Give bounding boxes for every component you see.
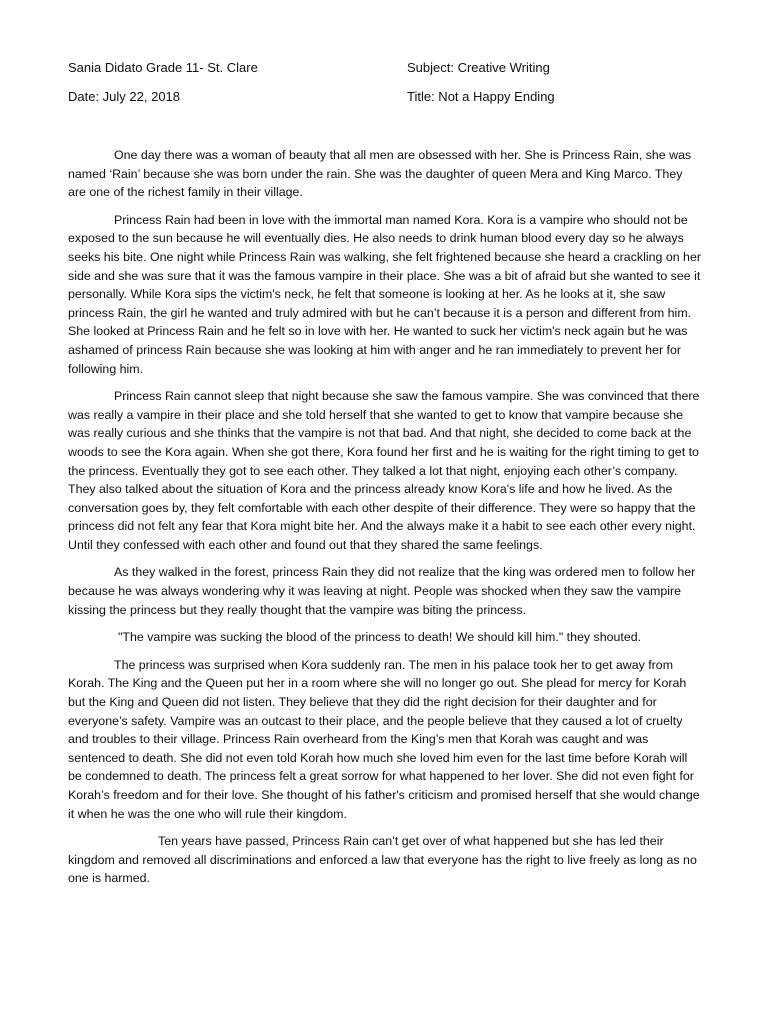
- subject-line: Subject: Creative Writing: [407, 60, 550, 75]
- story-body: [68, 146, 702, 897]
- title-line: Title: Not a Happy Ending: [407, 89, 555, 104]
- paragraph-7: Ten years have passed, Princess Rain can’t get over of what happened but she has led their kingdom and removed all discriminations and enforced a law that everyone has the right to live freely as long as no one is harmed.: [68, 834, 697, 886]
- paragraph-3: Princess Rain cannot sleep that night because she saw the famous vampire. She was convinced that there was really a vampire in their place and she told herself that she wanted to get to know that vampire because she was really curious and she thinks that the vampire is not that bad. And that night, she decided to come back at the woods to see the Kora again. When she got there, Kora found her first and he is waiting for the right timing to get to the princess. Eventually they got to see each other. They talked a lot that night, enjoying each other’s company. They also talked about the situation of Kora and the princess already know Kora's life and how he lived. As the conversation goes by, they felt comfortable with each other despite of their difference. They were so happy that the princess did not felt any fear that Kora might bite her. And the always make it a habit to see each other every night. Until they confessed with each other and found out that they shared the same feelings.: [68, 389, 700, 552]
- paragraph-2: Princess Rain had been in love with the immortal man named Kora. Kora is a vampire who should not be exposed to the sun because he will eventually dies. He also needs to drink human blood every day so he always seeks his bite. One night while Princess Rain was walking, she felt frightened because she heard a crackling on her side and she was sure that it was the famous vampire in their place. She was a bit of afraid but she wanted to see it personally. While Kora sips the victim's neck, he felt that someone is looking at her. As he looks at it, she saw princess Rain, the girl he wanted and truly admired with but he can’t because it is a person and different from him. She looked at Princess Rain and he felt so in love with her. He wanted to suck her victim's neck again but he was ashamed of princess Rain because she was looking at him with anger and he ran immediately to prevent her for following him.: [68, 212, 701, 376]
- paragraph-1: One day there was a woman of beauty that all men are obsessed with her. She is Princess Rain, she was named ‘Rain’ because she was born under the rain. She was the daughter of queen Mera and King Marco. They are one of the richest family in their village.: [68, 148, 692, 200]
- date-line: Date: July 22, 2018: [68, 89, 181, 104]
- paragraph-5-quote: "The vampire was sucking the blood of the princess to death! We should kill him." they shouted.: [118, 630, 642, 645]
- paragraph-4: As they walked in the forest, princess Rain they did not realize that the king was ordered men to follow her because he was always wondering why it was leaving at night. People was shocked when they saw the vampire kissing the princess but they really thought that the vampire was biting the princess.: [68, 565, 696, 617]
- author-line: Sania Didato Grade 11- St. Clare: [68, 60, 258, 75]
- paragraph-6: The princess was surprised when Kora suddenly ran. The men in his palace took her to get away from Korah. The King and the Queen put her in a room where she will no longer go out. She plead for mercy for Korah but the King and Queen did not listen. They believe that they did the right decision for their daughter and for everyone’s safety. Vampire was an outcast to their place, and the people believe that they caused a lot of cruelty and troubles to their village. Princess Rain overheard from the King’s men that Korah was caught and was sentenced to death. She did not even told Korah how much she loved him even for the last time before Korah will be condemned to death. The princess felt a great sorrow for what happened to her lover. She did not even fight for Korah’s freedom and for their love. She thought of his father's criticism and promised herself that she would change it when he was the one who will rule their kingdom.: [68, 657, 700, 821]
